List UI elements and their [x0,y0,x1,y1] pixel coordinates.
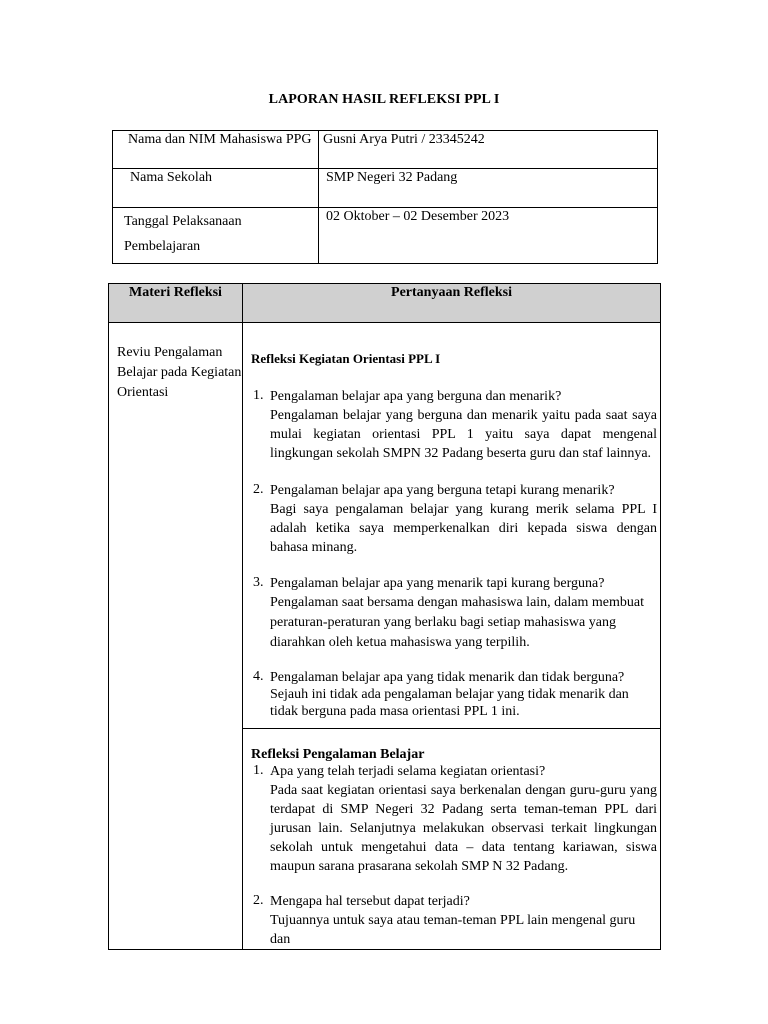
materi-text: Reviu Pengalaman Belajar pada Kegiatan Orientasi [117,345,242,400]
answer-text: Bagi saya pengalaman belajar yang kurang merik selama PPL I adalah ketika saya memperkenalkan diri kepada siswa dengan bahasa minang. [270,502,657,555]
answer-text: Pengalaman belajar yang berguna dan menarik yaitu pada saat saya mulai kegiatan orientasi PPL 1 yaitu saya dapat mengenal lingkungan sekolah SMPN 32 Padang beserta guru dan staf lainnya. [270,408,657,461]
school-label: Nama Sekolah [130,170,213,185]
item-number: 2. [253,482,264,497]
item-number: 3. [253,575,264,590]
identity-row-name [113,131,658,169]
date-label [113,208,318,259]
question-text: Pengalaman belajar apa yang berguna tetapi kurang menarik? [270,483,615,498]
identity-table [112,130,658,264]
date-label-line2: Pembelajaran [124,239,201,254]
orientation-question-list [251,388,657,720]
school-value: SMP Negeri 32 Padang [326,170,458,185]
list-item [251,669,657,720]
header-materi: Materi Refleksi [129,285,222,300]
question-text: Apa yang telah terjadi selama kegiatan orientasi? [270,764,546,779]
list-item [251,575,657,653]
learning-question-list [251,763,657,949]
student-value: Gusni Arya Putri / 23345242 [323,132,485,147]
answer-text: Tujuannya untuk saya atau teman-teman PPL lain mengenal guru dan [270,913,636,947]
list-item [251,763,657,876]
question-text: Pengalaman belajar apa yang tidak menarik dan tidak berguna? [270,670,625,685]
answer-text: Pada saat kegiatan orientasi saya berkenalan dengan guru-guru yang terdapat di SMP Negeri 32 Padang serta teman-teman PPL dari jurusan lain. Selanjutnya melakukan observasi terkait lingkungan sekolah untuk mengetahui data – data tentang kariawan, siswa maupun sarana prasarana sekolah SMP N 32 Padang. [270,783,657,874]
list-item [251,388,657,463]
reflection-header-row [109,284,661,323]
section-learning [243,747,660,949]
item-number: 2. [253,893,264,908]
reflection-row-orientation [109,323,661,729]
reflection-table [108,283,661,950]
item-number: 1. [253,388,264,403]
section-orientation-title: Refleksi Kegiatan Orientasi PPL I [251,351,441,366]
identity-row-school [113,169,658,208]
date-value: 02 Oktober – 02 Desember 2023 [326,209,510,224]
document-title: LAPORAN HASIL REFLEKSI PPL I [268,92,500,107]
question-text: Pengalaman belajar apa yang berguna dan menarik? [270,389,562,404]
list-item [251,893,657,949]
question-text: Pengalaman belajar apa yang menarik tapi kurang berguna? [270,576,605,591]
header-pertanyaan: Pertanyaan Refleksi [391,285,512,300]
list-item [251,482,657,557]
student-label: Nama dan NIM Mahasiswa PPG [128,132,312,147]
date-label-line1: Tanggal Pelaksanaan [124,214,242,229]
question-text: Mengapa hal tersebut dapat terjadi? [270,894,470,909]
identity-row-date [113,208,658,264]
answer-text: Pengalaman saat bersama dengan mahasiswa lain, dalam membuat peraturan-peraturan yang berlaku bagi setiap mahasiswa yang diarahkan oleh ketua mahasiswa yang terpilih. [270,595,644,650]
item-number: 4. [253,669,264,684]
answer-text: Sejauh ini tidak ada pengalaman belajar yang tidak menarik dan tidak berguna pada masa orientasi PPL 1 ini. [270,687,629,719]
section-orientation [243,351,660,720]
section-learning-title: Refleksi Pengalaman Belajar [251,747,425,762]
item-number: 1. [253,763,264,778]
